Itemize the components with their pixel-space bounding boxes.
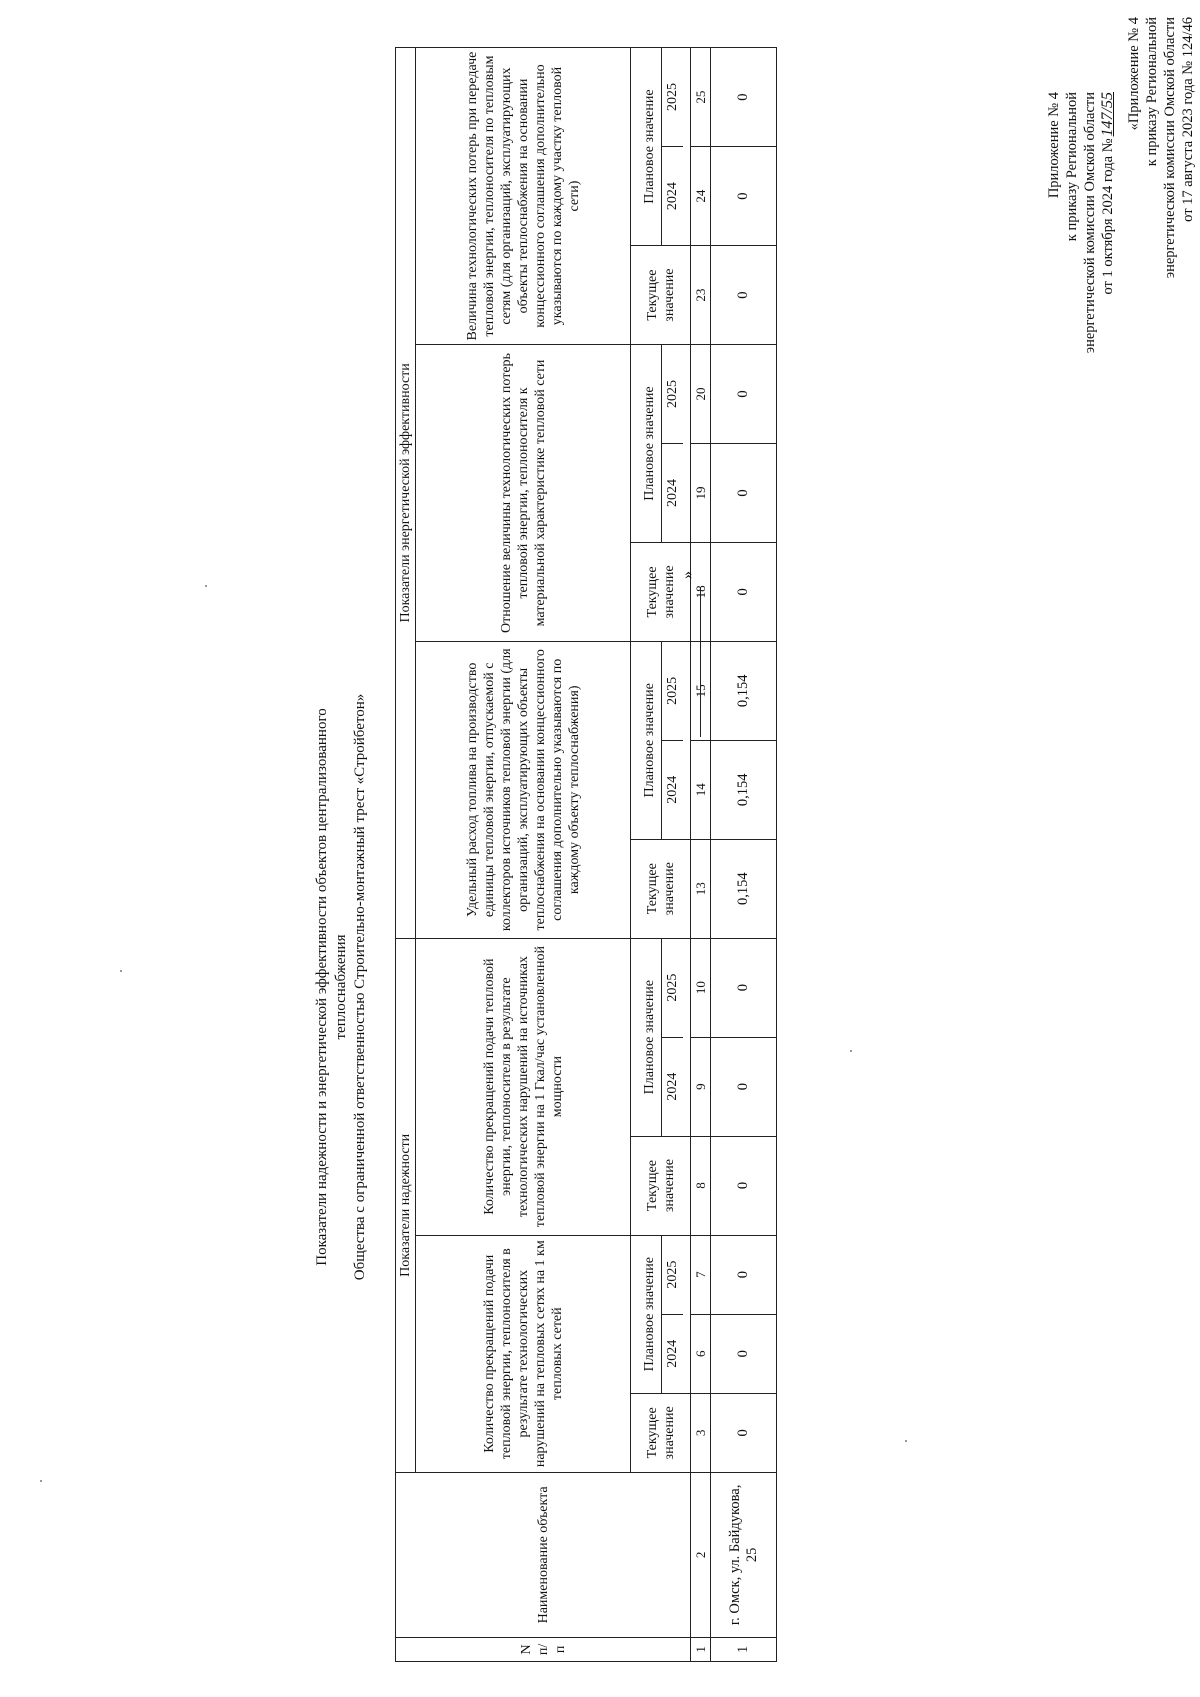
col-num: 7: [691, 1235, 711, 1314]
current-value-header: Текущее значение: [631, 246, 691, 345]
planned-years: [662, 1236, 683, 1393]
prev-appendix-title: «Приложение № 4: [1126, 17, 1142, 131]
planned-years: [662, 642, 683, 839]
planned-value-header: [631, 48, 691, 246]
planned-label: Плановое значение: [638, 642, 662, 839]
year-2024: 2024: [662, 443, 683, 542]
appendix-order-ref: к приказу Региональной: [1064, 92, 1080, 242]
cell-value: 0: [711, 1393, 777, 1472]
current-value-header: Текущее значение: [631, 542, 691, 641]
year-2025: 2025: [665, 973, 680, 1002]
col-num: 6: [691, 1314, 711, 1393]
cell-value: 0: [711, 1037, 777, 1136]
col-num: 1: [691, 1637, 711, 1661]
indicator-4-header: Отношение величины технологических потерь тепловой энергии, теплоносителя к материальной характеристике тепловой сети: [416, 345, 631, 642]
row-number: 1: [711, 1637, 777, 1661]
col-number-header: N п/п: [396, 1637, 691, 1661]
current-value-header: Текущее значение: [631, 839, 691, 938]
cell-value: 0: [711, 1314, 777, 1393]
planned-years: [662, 48, 683, 245]
object-name: г. Омск, ул. Байдукова, 25: [711, 1472, 777, 1637]
planned-label: Плановое значение: [638, 1236, 662, 1393]
planned-value-header: [631, 345, 691, 543]
scan-speck: [120, 970, 122, 972]
cell-value: 0: [711, 246, 777, 345]
group-reliability-header: Показатели надежности: [396, 938, 416, 1472]
col-num: 25: [691, 48, 711, 147]
indicator-1-header: Количество прекращений подачи тепловой энергии, теплоносителя в результате технологических нарушений на тепловых сетях на 1 км тепловых сетей: [416, 1235, 631, 1472]
year-2024: 2024: [662, 740, 683, 839]
appendix-date-line: [1099, 92, 1117, 472]
prev-appendix-order-ref: к приказу Региональной: [1144, 17, 1160, 167]
col-num: 3: [691, 1393, 711, 1472]
col-num: 18: [691, 542, 711, 641]
cell-value: 0,154: [711, 740, 777, 839]
cell-value: 0,154: [711, 641, 777, 740]
col-num: 10: [691, 938, 711, 1037]
col-num: 15: [691, 641, 711, 740]
col-num: 9: [691, 1037, 711, 1136]
col-num: 20: [691, 345, 711, 444]
cell-value: 0: [711, 938, 777, 1037]
indicator-2-header: Количество прекращений подачи тепловой энергии, теплоносителя в результате технологических нарушений на источниках тепловой энергии на 1 Гкал/час установленной мощности: [416, 938, 631, 1235]
title-line-1: Показатели надежности и энергетической эффективности объектов централизованного теплоснабжения: [314, 708, 349, 1266]
appendix-date: от 1 октября 2024 года №: [1100, 138, 1116, 295]
cell-value: 0: [711, 542, 777, 641]
column-numbers-row: [691, 48, 711, 1662]
cell-value: 0: [711, 48, 777, 147]
year-2025: 2025: [665, 83, 680, 112]
cell-value: 0: [711, 1235, 777, 1314]
appendix-header-new: [1045, 92, 1117, 472]
year-2025: 2025: [665, 1260, 680, 1289]
col-num: 23: [691, 246, 711, 345]
current-value-header: Текущее значение: [631, 1393, 691, 1472]
cell-value: 0,154: [711, 839, 777, 938]
planned-value-header: [631, 641, 691, 839]
title-line-2: Общества с ограниченной ответственностью Строительно-монтажный трест «Стройбетон»: [352, 693, 368, 1281]
col-num: 13: [691, 839, 711, 938]
appendix-commission: энергетической комиссии Омской области: [1082, 92, 1098, 354]
planned-years: [662, 345, 683, 542]
year-2024: 2024: [662, 1314, 683, 1393]
col-num: 19: [691, 444, 711, 543]
prev-appendix-date: от 17 августа 2023 года № 124/46: [1180, 17, 1196, 222]
table-row: [711, 48, 777, 1662]
cell-value: 0: [711, 444, 777, 543]
year-2025: 2025: [665, 676, 680, 705]
scan-speck: [40, 1480, 42, 1482]
scan-speck: [905, 1440, 907, 1442]
prev-appendix-commission: энергетической комиссии Омской области: [1162, 17, 1178, 279]
document-title: [313, 657, 370, 1317]
indicator-3-header: Удельный расход топлива на производство единицы тепловой энергии, отпускаемой с коллекторов источников тепловой энергии (для организаций, эксплуатирующих объекты теплоснабжения на основании концессионного соглашения дополнительно указываются по каждому объекту теплоснабжения): [416, 641, 631, 938]
order-number-handwritten: 147/55: [1099, 92, 1116, 137]
col-num: 8: [691, 1136, 711, 1235]
planned-value-header: [631, 938, 691, 1136]
scan-speck: [205, 585, 207, 587]
col-name-header: Наименование объекта: [396, 1472, 691, 1637]
appendix-header-prev: [1125, 17, 1197, 432]
group-efficiency-header: Показатели энергетической эффективности: [396, 48, 416, 939]
planned-value-header: [631, 1235, 691, 1393]
planned-years: [662, 939, 683, 1136]
indicator-5-header: Величина технологических потерь при передаче тепловой энергии, теплоносителя по тепловым сетям (для организаций, эксплуатирующих объекты теплоснабжения на основании концессионного соглашения дополнительно указываются по каждому участку тепловой сети): [416, 48, 631, 345]
year-2024: 2024: [662, 146, 683, 245]
appendix-title: Приложение № 4: [1046, 92, 1062, 199]
planned-label: Плановое значение: [638, 345, 662, 542]
cell-value: 0: [711, 345, 777, 444]
closing-quote: »: [679, 571, 696, 579]
year-2024: 2024: [662, 1037, 683, 1136]
cell-value: 0: [711, 147, 777, 246]
col-num: 24: [691, 147, 711, 246]
indicators-table: [395, 47, 777, 1662]
scan-speck: [850, 1050, 852, 1052]
planned-label: Плановое значение: [638, 939, 662, 1136]
current-value-header: Текущее значение: [631, 1136, 691, 1235]
year-2025: 2025: [665, 380, 680, 409]
col-num: 14: [691, 740, 711, 839]
cell-value: 0: [711, 1136, 777, 1235]
col-num: 2: [691, 1472, 711, 1637]
planned-label: Плановое значение: [638, 48, 662, 245]
